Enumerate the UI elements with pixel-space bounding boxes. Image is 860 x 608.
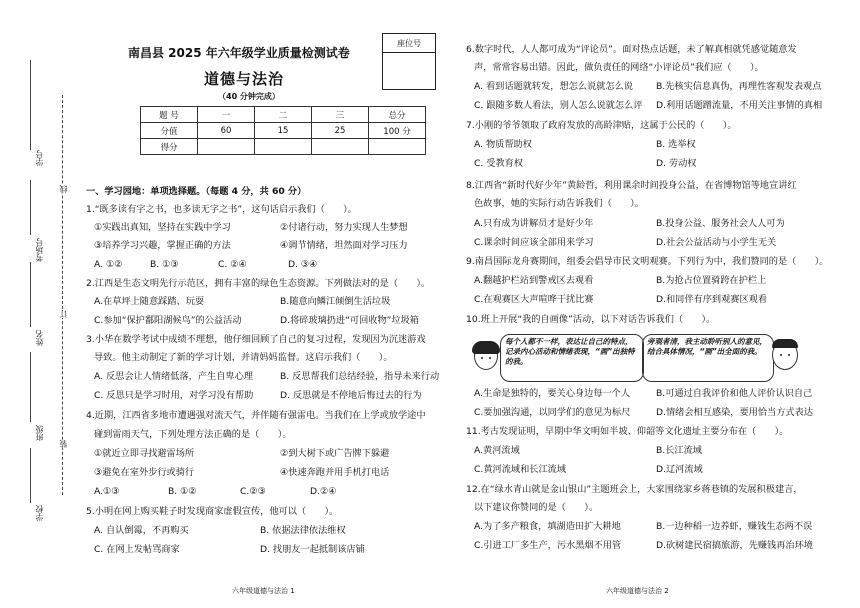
q4-option-b[interactable]: B. ①② bbox=[168, 486, 197, 497]
seat-number-box bbox=[382, 33, 436, 90]
seat-number-field[interactable] bbox=[383, 53, 436, 90]
q10-option-a[interactable]: A.生命是独特的，要关心身边每一个人 bbox=[474, 388, 631, 399]
score-table-score-row bbox=[141, 139, 426, 155]
class-line bbox=[30, 352, 31, 422]
question-10-stem: 10.班上开展“我的自画像”活动，以下对话告诉我们（ ）。 bbox=[466, 314, 716, 325]
q1-statement-1: ①实践出真知，坚持在实践中学习 bbox=[94, 222, 231, 233]
q1-option-b[interactable]: B. ①③ bbox=[150, 259, 179, 270]
student-id-line bbox=[30, 60, 31, 150]
q8-option-b[interactable]: B.投身公益、服务社会人人可为 bbox=[656, 218, 785, 229]
exam-no-line bbox=[30, 180, 31, 235]
q7-option-b[interactable]: B. 选举权 bbox=[656, 139, 696, 150]
q1-option-c[interactable]: C. ②④ bbox=[218, 259, 247, 270]
q1-statement-3: ③培养学习兴趣，掌握正确的方法 bbox=[94, 240, 231, 251]
q11-option-c[interactable]: C.黄河流域和长江流域 bbox=[474, 464, 567, 475]
q11-option-a[interactable]: A.黄河流域 bbox=[474, 445, 520, 456]
q4-statement-1: ①就近立即寻找避雷场所 bbox=[94, 448, 195, 459]
question-2-stem: 2.江西是生态文明先行示范区，拥有丰富的绿色生态资源。下列做法对的是（ ）。 bbox=[86, 278, 431, 289]
q3-option-d[interactable]: D. 反思就是不停地后悔过去的行为 bbox=[280, 390, 422, 401]
binding-mark-staple: 订 bbox=[59, 310, 68, 318]
exam-title: 南昌县 2025 年六年级学业质量检测试卷 bbox=[128, 46, 350, 60]
time-note: （40 分钟完成） bbox=[218, 92, 280, 101]
question-9-stem: 9.南昌国际龙舟赛期间，组委会倡导市民文明观赛。下列行为中，我们赞同的是（ ）。 bbox=[466, 256, 829, 267]
score-cell: 15 bbox=[255, 123, 312, 139]
q7-option-d[interactable]: D. 劳动权 bbox=[656, 158, 697, 169]
boy-avatar-icon bbox=[772, 340, 798, 370]
binding-mark-line: 线 bbox=[59, 185, 68, 193]
score-cell: 分值 bbox=[141, 123, 198, 139]
class-label: 班级 bbox=[35, 425, 44, 441]
q7-option-c[interactable]: C. 受教育权 bbox=[474, 158, 524, 169]
score-cell: 25 bbox=[312, 123, 369, 139]
speech-bubble-right: 旁观者清，我主动聆听别人的意见，结合具体情况，“画”出全面的我。 bbox=[642, 334, 774, 382]
girl-avatar-icon bbox=[474, 342, 498, 370]
score-cell: 总分 bbox=[369, 107, 426, 123]
binding-mark-bind: 装 bbox=[59, 440, 68, 448]
school-line bbox=[30, 448, 31, 503]
score-cell: 二 bbox=[255, 107, 312, 123]
q2-option-d[interactable]: D.将碎玻璃扔进“可回收物”垃圾箱 bbox=[280, 315, 419, 326]
binding-dashed-line bbox=[62, 95, 63, 495]
q7-option-a[interactable]: A. 物质帮助权 bbox=[474, 139, 532, 150]
score-cell: 题 号 bbox=[141, 107, 198, 123]
q10-option-b[interactable]: B.可通过自我评价和他人评价认识自己 bbox=[656, 388, 813, 399]
question-5-stem: 5.小明在网上购买鞋子时发现商家虚假宣传，他可以（ ）。 bbox=[86, 506, 339, 517]
question-4-stem-line2: 碰到雷雨天气，下列处理方法正确的是（ ）。 bbox=[94, 429, 292, 440]
q8-option-d[interactable]: D.社会公益活动与小学生无关 bbox=[656, 237, 777, 248]
q5-option-b[interactable]: B. 依据法律依法维权 bbox=[260, 525, 346, 536]
seat-number-label: 座位号 bbox=[383, 34, 436, 53]
question-12-stem-line1: 12.在“绿水青山就是金山银山”主题班会上，大家围绕家乡蒋巷镇的发展积极建言， bbox=[466, 484, 803, 495]
q2-option-a[interactable]: A.在草坪上随意踩踏、玩耍 bbox=[94, 296, 205, 307]
q6-option-b[interactable]: B.先核实信息真伪，再理性客观发表观点 bbox=[656, 81, 822, 92]
page-footer-right: 六年级道德与法治 2 bbox=[606, 587, 669, 595]
name-line bbox=[30, 262, 31, 327]
question-4-stem-line1: 4.近期，江西省多地市遭遇强对流天气，并伴随有强雷电。当我们在上学或放学途中 bbox=[86, 410, 426, 421]
question-3-stem-line2: 导致。他主动制定了新的学习计划，并请妈妈监督。这启示我们（ ）。 bbox=[94, 352, 393, 363]
exam-no-label: 考场号 bbox=[35, 238, 44, 262]
question-12-stem-line2: 以下建议你赞同的是（ ）。 bbox=[474, 502, 599, 513]
question-8-stem-line2: 色故事，她的实际行动告诉我们（ ）。 bbox=[474, 198, 644, 209]
question-1-stem: 1.“既多读有字之书，也多读无字之书”，这句话启示我们（ ）。 bbox=[86, 204, 357, 215]
score-cell: 一 bbox=[198, 107, 255, 123]
q12-option-a[interactable]: A.为了多产粮食，填湖造田扩大耕地 bbox=[474, 521, 621, 532]
q12-option-b[interactable]: B.一边种稻一边养虾，赚钱生态两不误 bbox=[656, 521, 813, 532]
score-cell: 100 分 bbox=[369, 123, 426, 139]
q12-option-c[interactable]: C.引进工厂多生产，污水黑烟不用管 bbox=[474, 540, 622, 551]
q11-option-b[interactable]: B.长江流域 bbox=[656, 445, 702, 456]
q10-option-c[interactable]: C.要加强沟通，以同学们的意见为标尺 bbox=[474, 407, 631, 418]
q9-option-c[interactable]: C.在观赛区大声喧哗干扰比赛 bbox=[474, 294, 594, 305]
score-input-cell[interactable] bbox=[198, 139, 255, 155]
question-8-stem-line1: 8.江西省“新时代好少年”黄龄哲，利用课余时间投身公益，在省博物馆等地宣讲红 bbox=[466, 180, 797, 191]
q11-option-d[interactable]: D.辽河流域 bbox=[656, 464, 703, 475]
q4-statement-2: ②到大树下或广告牌下躲避 bbox=[280, 448, 390, 459]
score-cell: 得分 bbox=[141, 139, 198, 155]
q1-option-a[interactable]: A. ①② bbox=[94, 259, 123, 270]
page-footer-left: 六年级道德与法治 1 bbox=[232, 587, 295, 595]
school-label: 学校 bbox=[35, 505, 44, 521]
q3-option-c[interactable]: C. 反思只是学习时用，对学习没有帮助 bbox=[94, 390, 254, 401]
question-3-stem-line1: 3.小华在数学考试中成绩不理想，他仔细回顾了自己的复习过程，发现因为沉迷游戏 bbox=[86, 334, 426, 345]
question-7-stem: 7.小刚的爷爷领取了政府发放的高龄津贴，这属于公民的（ ）。 bbox=[466, 120, 737, 131]
q4-statement-4: ④快速奔跑并用手机打电话 bbox=[280, 467, 390, 478]
q6-option-d[interactable]: D.利用话题蹭流量，不用关注事情的真相 bbox=[656, 100, 823, 111]
q4-statement-3: ③避免在室外步行或骑行 bbox=[94, 467, 195, 478]
q4-option-c[interactable]: C.②③ bbox=[240, 486, 266, 497]
score-table bbox=[140, 106, 426, 155]
q8-option-a[interactable]: A.只有成为讲解员才是好少年 bbox=[474, 218, 594, 229]
q12-option-d[interactable]: D.砍树建民宿搞旅游，先赚钱再治环境 bbox=[656, 540, 813, 551]
q1-statement-4: ④调节情绪，坦然面对学习压力 bbox=[280, 240, 408, 251]
question-11-stem: 11.考古发现证明，早期中华文明如半坡、仰韶等文化遗址主要分布在（ ）。 bbox=[466, 426, 789, 437]
q5-option-c[interactable]: C. 在网上发帖骂商家 bbox=[94, 544, 180, 555]
q1-statement-2: ②付诸行动，努力实现人生梦想 bbox=[280, 222, 408, 233]
q6-option-c[interactable]: C. 跟随多数人看法，别人怎么说就怎么评 bbox=[474, 100, 643, 111]
q4-option-a[interactable]: A.①③ bbox=[94, 486, 120, 497]
q4-option-d[interactable]: D.②④ bbox=[310, 486, 337, 497]
score-input-cell[interactable] bbox=[312, 139, 369, 155]
score-input-cell[interactable] bbox=[369, 139, 426, 155]
q2-option-c[interactable]: C.参加“保护鄱阳湖候鸟”的公益活动 bbox=[94, 315, 242, 326]
q6-option-a[interactable]: A. 看到话题就转发，想怎么说就怎么说 bbox=[474, 81, 633, 92]
q1-option-d[interactable]: D. ③④ bbox=[288, 259, 318, 270]
q5-option-a[interactable]: A. 自认倒霉，不再购买 bbox=[94, 525, 189, 536]
q3-option-a[interactable]: A. 反思会让人情绪低落，产生自卑心理 bbox=[94, 371, 253, 382]
section-heading: 一、学习园地：单项选择题。（每题 4 分，共 60 分） bbox=[86, 186, 307, 197]
student-id-label: 学号 bbox=[35, 150, 44, 166]
name-label: 姓名 bbox=[35, 330, 44, 346]
score-table-header-row bbox=[141, 107, 426, 123]
q9-option-b[interactable]: B.为抢占位置骑跨在护栏上 bbox=[656, 275, 767, 286]
question-6-stem-line2: 声，常常容易出错。因此，做负责任的网络“小评论员”我们应（ ）。 bbox=[474, 62, 764, 73]
q9-option-d[interactable]: D.和同伴有序到观赛区观看 bbox=[656, 294, 768, 305]
question-6-stem-line1: 6.数字时代，人人都可成为“评论员”。面对热点话题，未了解真相就凭感觉随意发 bbox=[466, 44, 797, 55]
score-input-cell[interactable] bbox=[255, 139, 312, 155]
speech-bubble-left: 每个人都不一样，表达让自己的特点，记录内心活动和情绪表现，“画”出独特的我。 bbox=[500, 334, 644, 382]
subject-title: 道德与法治 bbox=[204, 70, 285, 88]
q8-option-c[interactable]: C.课余时间应该全部用来学习 bbox=[474, 237, 594, 248]
score-cell: 60 bbox=[198, 123, 255, 139]
score-table-value-row bbox=[141, 123, 426, 139]
q2-option-b[interactable]: B.随意向鳞江倾倒生活垃圾 bbox=[280, 296, 391, 307]
score-cell: 三 bbox=[312, 107, 369, 123]
q10-option-d[interactable]: D.情绪会相互感染，要用恰当方式表达 bbox=[656, 407, 813, 418]
q9-option-a[interactable]: A.翻越护栏站到警戒区去观看 bbox=[474, 275, 594, 286]
q3-option-b[interactable]: B. 反思帮我们总结经验，指导未来行动 bbox=[280, 371, 440, 382]
q5-option-d[interactable]: D. 找朋友一起抵制该店铺 bbox=[260, 544, 365, 555]
